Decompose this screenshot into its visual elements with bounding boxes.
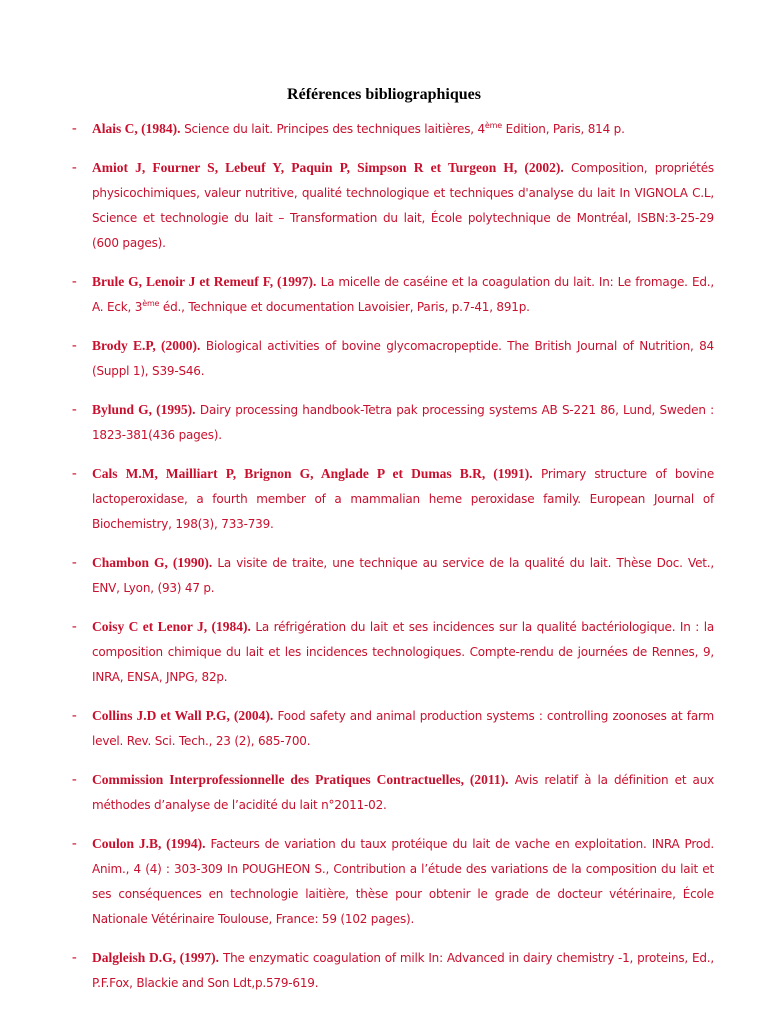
reference-authors: Amiot J, Fourner S, Lebeuf Y, Paquin P, Simpson R et Turgeon H, (2002). xyxy=(92,160,564,175)
list-bullet: - xyxy=(72,708,77,723)
reference-item xyxy=(72,155,714,256)
reference-details: The enzymatic coagulation of milk In: Advanced in dairy chemistry -1, proteins, Ed., P.F.Fox, Blackie and Son Ldt,p.579-619. xyxy=(92,951,714,990)
reference-authors: Bylund G, (1995). xyxy=(92,402,196,417)
reference-item xyxy=(72,397,714,448)
list-bullet: - xyxy=(72,402,77,417)
reference-item xyxy=(72,614,714,690)
reference-text xyxy=(92,703,714,754)
list-bullet: - xyxy=(72,121,77,136)
list-bullet: - xyxy=(72,338,77,353)
list-bullet: - xyxy=(72,836,77,851)
reference-text xyxy=(92,945,714,996)
list-bullet: - xyxy=(72,772,77,787)
reference-authors: Brule G, Lenoir J et Remeuf F, (1997). xyxy=(92,274,317,289)
reference-item xyxy=(72,333,714,384)
list-bullet: - xyxy=(72,555,77,570)
reference-text xyxy=(92,397,714,448)
reference-item xyxy=(72,269,714,320)
reference-details-end: éd., Technique et documentation Lavoisier, Paris, p.7-41, 891p. xyxy=(159,300,530,314)
reference-details: Dairy processing handbook-Tetra pak processing systems AB S-221 86, Lund, Sweden : 1823-381(436 pages). xyxy=(92,403,714,442)
reference-details: La visite de traite, une technique au service de la qualité du lait. Thèse Doc. Vet., ENV, Lyon, (93) 47 p. xyxy=(92,556,714,595)
reference-authors: Chambon G, (1990). xyxy=(92,555,213,570)
list-bullet: - xyxy=(72,950,77,965)
reference-text xyxy=(92,767,714,818)
reference-text xyxy=(92,333,714,384)
reference-text xyxy=(92,550,714,601)
reference-item xyxy=(72,461,714,537)
reference-item xyxy=(72,945,714,996)
reference-text xyxy=(92,461,714,537)
reference-text xyxy=(92,116,714,142)
reference-item xyxy=(72,703,714,754)
reference-details: Science du lait. Principes des techniques laitières, 4 xyxy=(180,122,485,136)
list-bullet: - xyxy=(72,619,77,634)
reference-details: Composition, propriétés physicochimiques, valeur nutritive, qualité technologique et techniques d'analyse du lait In VIGNOLA C.L, Science et technologie du lait – Transformation du lait, École polytechnique de Montréal, ISBN:3-25-29 (600 pages). xyxy=(92,161,714,250)
reference-authors: Collins J.D et Wall P.G, (2004). xyxy=(92,708,274,723)
reference-details: Facteurs de variation du taux protéique du lait de vache en exploitation. INRA Prod. Anim., 4 (4) : 303-309 In POUGHEON S., Contribution a l’étude des variations de la composition du lait et ses conséquences en technologie laitière, thèse pour obtenir le grade de docteur vétérinaire, École Nationale Vétérinaire Toulouse, France: 59 (102 pages). xyxy=(92,837,714,926)
reference-item xyxy=(72,767,714,818)
reference-details: Avis relatif à la définition et aux méthodes d’analyse de l’acidité du lait n°2011-02. xyxy=(92,773,714,812)
reference-text xyxy=(92,831,714,932)
reference-details-end: Edition, Paris, 814 p. xyxy=(501,122,625,136)
page-title: Références bibliographiques xyxy=(287,86,481,103)
reference-list xyxy=(72,116,714,1009)
reference-details: Food safety and animal production systems : controlling zoonoses at farm level. Rev. Sci. Tech., 23 (2), 685-700. xyxy=(92,709,714,748)
list-bullet: - xyxy=(72,160,77,175)
reference-text xyxy=(92,155,714,256)
reference-authors: Coisy C et Lenor J, (1984). xyxy=(92,619,251,634)
list-bullet: - xyxy=(72,466,77,481)
reference-text xyxy=(92,614,714,690)
reference-authors: Alais C, (1984). xyxy=(92,121,181,136)
reference-authors: Commission Interprofessionnelle des Pratiques Contractuelles, (2011). xyxy=(92,772,509,787)
reference-authors: Coulon J.B, (1994). xyxy=(92,836,206,851)
reference-item xyxy=(72,831,714,932)
reference-authors: Cals M.M, Mailliart P, Brignon G, Anglade P et Dumas B.R, (1991). xyxy=(92,466,533,481)
reference-details: Primary structure of bovine lactoperoxidase, a fourth member of a mammalian heme peroxidase family. European Journal of Biochemistry, 198(3), 733-739. xyxy=(92,467,715,531)
reference-authors: Dalgleish D.G, (1997). xyxy=(92,950,220,965)
superscript: ème xyxy=(484,121,502,130)
reference-authors: Brody E.P, (2000). xyxy=(92,338,201,353)
list-bullet: - xyxy=(72,274,77,289)
superscript: ème xyxy=(142,299,160,308)
reference-text xyxy=(92,269,714,320)
reference-item xyxy=(72,550,714,601)
reference-details: Biological activities of bovine glycomacropeptide. The British Journal of Nutrition, 84 (Suppl 1), S39-S46. xyxy=(92,339,714,378)
reference-details: La réfrigération du lait et ses incidences sur la qualité bactériologique. In : la composition chimique du lait et les incidences technologiques. Compte-rendu de journées de Rennes, 9, INRA, ENSA, JNPG, 82p. xyxy=(92,620,715,684)
reference-item xyxy=(72,116,714,142)
reference-details: La micelle de caséine et la coagulation du lait. In: Le fromage. Ed., A. Eck, 3 xyxy=(92,275,714,314)
